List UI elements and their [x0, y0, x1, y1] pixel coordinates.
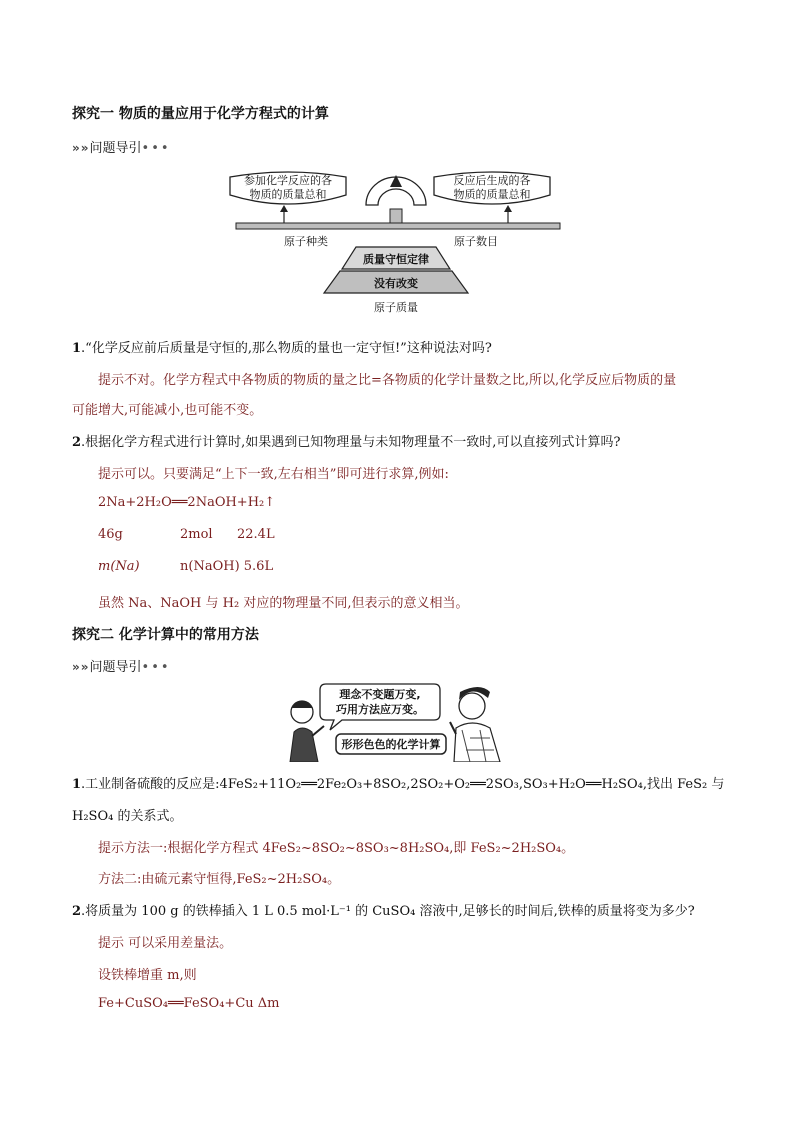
pyramid-tier-2-text: 没有改变 — [374, 277, 418, 290]
guide-arrows-icon: » — [72, 660, 81, 674]
question-1: 1.“化学反应前后质量是守恒的,那么物质的量也一定守恒!”这种说法对吗? — [72, 341, 492, 356]
left-pan-text-1: 参加化学反应的各 — [244, 174, 332, 187]
atom-types-label: 原子种类 — [284, 235, 328, 248]
question-guide-2: »»问题导引••• — [72, 660, 171, 675]
bubble-text-2: 巧用方法应万变。 — [336, 703, 424, 716]
answer-2-row1-c: 22.4L — [237, 527, 275, 542]
answer-2-row1-a: 46g — [98, 527, 123, 542]
atom-mass-label: 原子质量 — [374, 301, 418, 314]
question-4: 2.将质量为 100 g 的铁棒插入 1 L 0.5 mol·L⁻¹ 的 CuSO₄ 溶液中,足够长的时间后,铁棒的质量将变为多少? — [72, 904, 695, 919]
mass-conservation-balance-diagram — [228, 165, 568, 320]
answer-2-conclusion: 虽然 Na、NaOH 与 H₂ 对应的物理量不同,但表示的意义相当。 — [98, 596, 469, 611]
pyramid-tier-1-text: 质量守恒定律 — [363, 253, 429, 266]
answer-2-row2-b: n(NaOH) 5.6L — [180, 559, 274, 574]
right-pan-text-2: 物质的质量总和 — [453, 188, 531, 201]
answer-4-line-2: 设铁棒增重 m,则 — [98, 968, 197, 983]
balance-beam — [236, 223, 560, 229]
guide-dots: ••• — [141, 660, 171, 675]
section-2-title: 探究二 化学计算中的常用方法 — [72, 627, 259, 643]
answer-1-line-1: 提示不对。化学方程式中各物质的物质的量之比=各物质的化学计量数之比,所以,化学反应后物质的量 — [98, 373, 677, 388]
right-pan-text-1: 反应后生成的各 — [453, 174, 531, 187]
left-pan-text-2: 物质的质量总和 — [249, 188, 327, 201]
banner-text: 形形色色的化学计算 — [341, 738, 441, 751]
answer-1-line-2: 可能增大,可能减小,也可能不变。 — [72, 403, 263, 418]
guide-dots: ••• — [141, 141, 171, 156]
bubble-text-1: 理念不变题万变, — [339, 688, 421, 701]
right-arrow-icon — [504, 205, 512, 212]
left-person-icon — [290, 701, 324, 762]
guide-label: 问题导引 — [89, 141, 142, 156]
answer-2-row2-a: m(Na) — [98, 559, 140, 574]
right-person-icon — [450, 687, 500, 762]
question-3-line-1: 1.工业制备硫酸的反应是:4FeS₂+11O₂══2Fe₂O₃+8SO₂,2SO₂+O₂══2SO₃,SO₃+H₂O══H₂SO₄,找出 FeS₂ 与 — [72, 777, 725, 792]
question-guide-1: »»问题导引••• — [72, 141, 171, 156]
answer-2-equation: 2Na+2H₂O══2NaOH+H₂↑ — [98, 495, 276, 510]
question-3-line-2: H₂SO₄ 的关系式。 — [72, 809, 183, 824]
answer-2-line-1: 提示可以。只要满足“上下一致,左右相当”即可进行求算,例如: — [98, 467, 449, 482]
answer-3-line-2: 方法二:由硫元素守恒得,FeS₂~2H₂SO₄。 — [98, 872, 341, 887]
atom-count-label: 原子数目 — [454, 235, 498, 248]
section-1-title: 探究一 物质的量应用于化学方程式的计算 — [72, 106, 329, 122]
answer-3-line-1: 提示方法一:根据化学方程式 4FeS₂~8SO₂~8SO₃~8H₂SO₄,即 FeS₂~2H₂SO₄。 — [98, 841, 575, 856]
left-arrow-icon — [280, 205, 288, 212]
answer-4-line-3: Fe+CuSO₄══FeSO₄+Cu Δm — [98, 996, 280, 1011]
cartoon-figure — [284, 678, 516, 762]
question-2: 2.根据化学方程式进行计算时,如果遇到已知物理量与未知物理量不一致时,可以直接列式计算吗? — [72, 435, 621, 450]
answer-4-line-1: 提示 可以采用差量法。 — [98, 936, 233, 951]
answer-2-row1-b: 2mol — [180, 527, 213, 542]
guide-arrows-icon: » — [72, 141, 81, 155]
guide-label: 问题导引 — [89, 660, 142, 675]
